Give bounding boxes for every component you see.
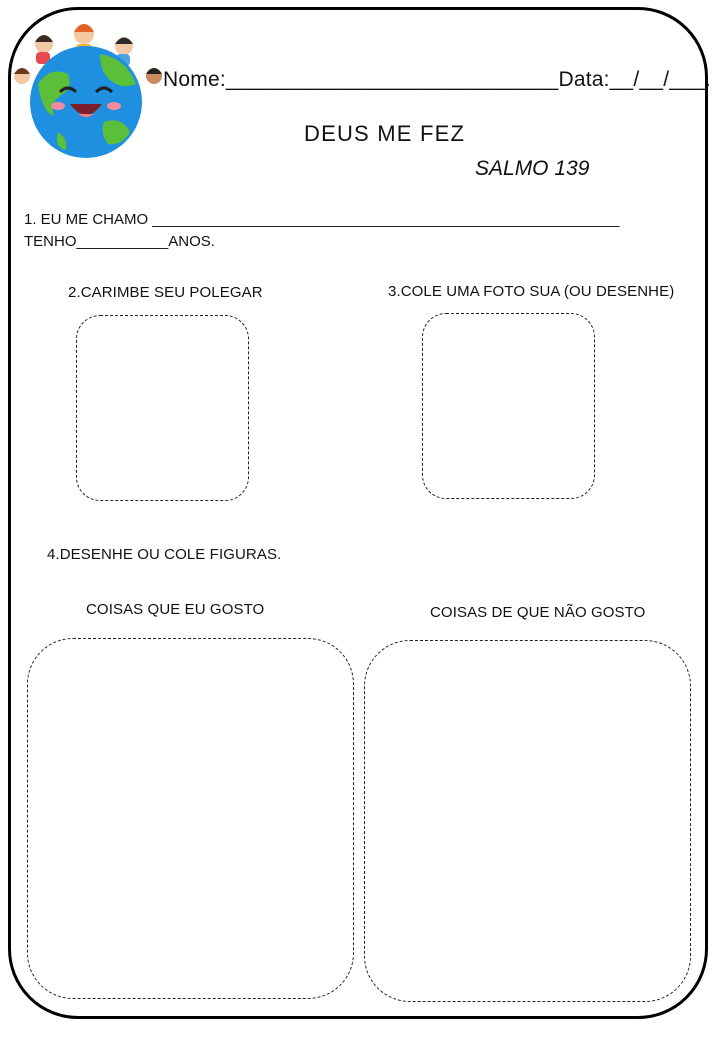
globe-with-children-icon: [8, 14, 166, 160]
name-date-line: Nome:____________________________Data:__/__/___.: [163, 68, 711, 91]
dislikes-label: COISAS DE QUE NÃO GOSTO: [430, 604, 646, 621]
page-subtitle: SALMO 139: [475, 157, 590, 180]
photo-box: [422, 313, 595, 499]
question-1-name-line: 1. EU ME CHAMO ________________________________________________________: [24, 211, 620, 228]
page-title: DEUS ME FEZ: [304, 121, 466, 146]
question-1-age-line: TENHO___________ANOS.: [24, 233, 215, 250]
dislikes-box: [364, 640, 691, 1002]
question-3-label: 3.COLE UMA FOTO SUA (OU DESENHE): [388, 283, 675, 300]
thumbprint-box: [76, 315, 249, 501]
likes-box: [27, 638, 354, 999]
question-2-label: 2.CARIMBE SEU POLEGAR: [68, 284, 263, 301]
likes-label: COISAS QUE EU GOSTO: [86, 601, 265, 618]
question-4-label: 4.DESENHE OU COLE FIGURAS.: [47, 546, 282, 563]
